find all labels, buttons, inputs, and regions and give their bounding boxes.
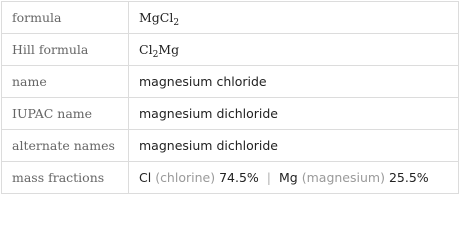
- mass-fraction-separator: |: [266, 169, 272, 185]
- row-label-alternate-names: alternate names: [2, 130, 129, 162]
- formula-value: [129, 2, 459, 34]
- name-value: magnesium chloride: [129, 66, 459, 98]
- mass-fraction-percent-cl: 74.5%: [219, 169, 259, 185]
- hill-formula-el2: Mg: [158, 41, 180, 57]
- mass-fraction-name-cl: (chlorine): [155, 169, 216, 185]
- mass-fractions-value: [129, 162, 459, 194]
- alternate-names-value: magnesium dichloride: [129, 130, 459, 162]
- row-label-iupac-name: IUPAC name: [2, 98, 129, 130]
- iupac-name-value: magnesium dichloride: [129, 98, 459, 130]
- mass-fraction-symbol-cl: Cl: [139, 169, 152, 185]
- mass-fraction-symbol-mg: Mg: [279, 169, 298, 185]
- table-row-hill-formula: [2, 34, 459, 66]
- hill-formula-value: [129, 34, 459, 66]
- table-row-alternate-names: [2, 130, 459, 162]
- row-label-hill-formula: Hill formula: [2, 34, 129, 66]
- row-label-mass-fractions: mass fractions: [2, 162, 129, 194]
- hill-formula-el1: Cl: [139, 41, 153, 57]
- row-label-formula: formula: [2, 2, 129, 34]
- formula-subscript: 2: [173, 17, 180, 28]
- formula-main: MgCl: [139, 9, 174, 25]
- table-row-mass-fractions: [2, 162, 459, 194]
- hill-formula-subscript: 2: [152, 49, 159, 60]
- row-label-name: name: [2, 66, 129, 98]
- mass-fraction-name-mg: (magnesium): [301, 169, 385, 185]
- table-row-formula: [2, 2, 459, 34]
- properties-table: [1, 1, 459, 194]
- mass-fraction-percent-mg: 25.5%: [388, 169, 429, 185]
- table-row-iupac-name: [2, 98, 459, 130]
- table-row-name: [2, 66, 459, 98]
